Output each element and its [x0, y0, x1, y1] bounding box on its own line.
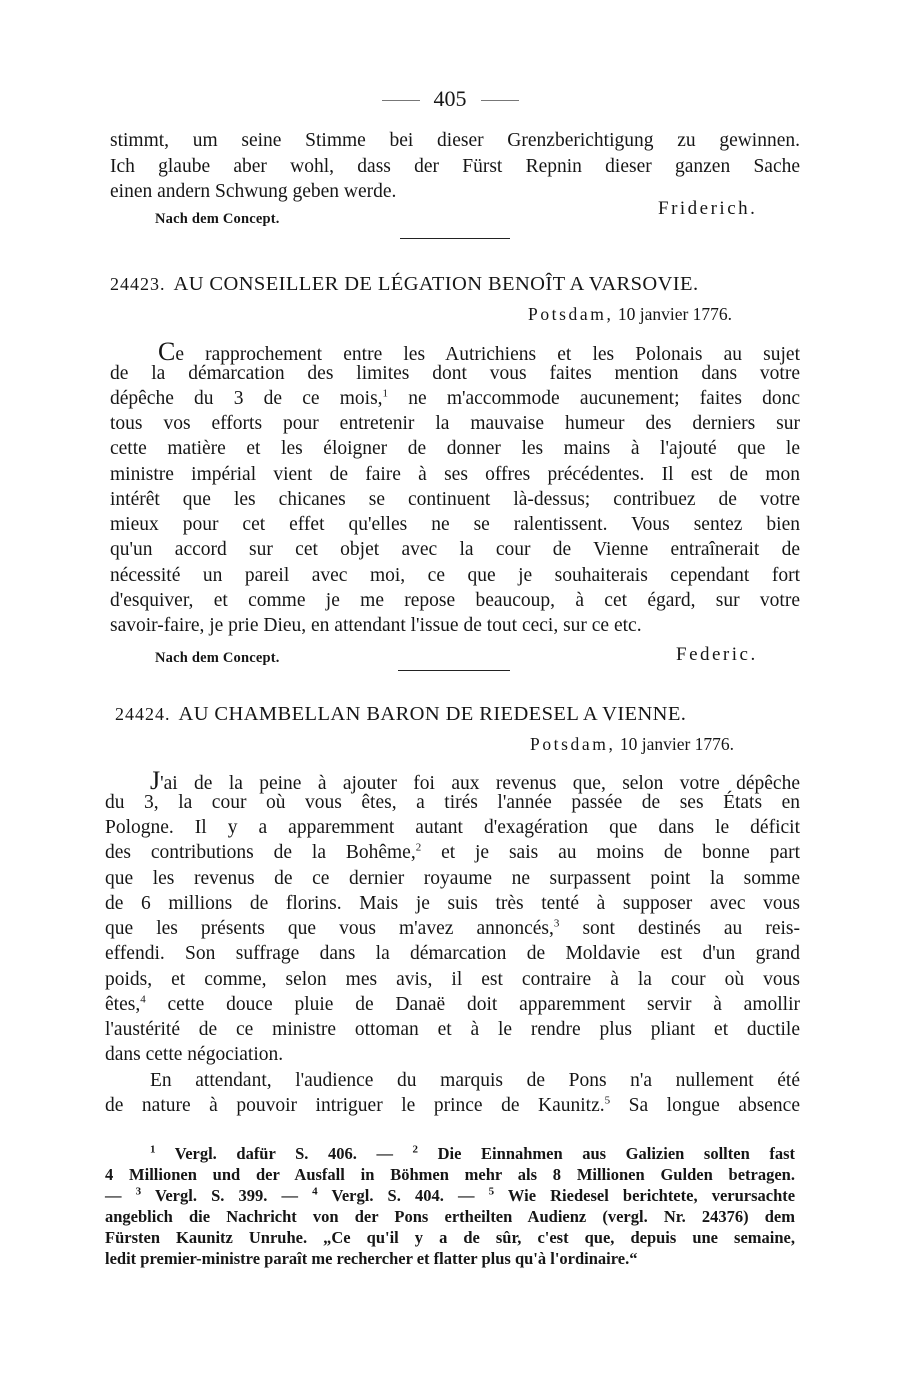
text-line: stimmt, um seine Stimme bei dieser Grenzberichtigung zu gewinnen.	[110, 130, 800, 151]
text-line: mieux pour cet effet qu'elles ne se ralentissent. Vous sentez bien	[110, 514, 800, 535]
footnote-mark: 1	[150, 1143, 156, 1156]
footnote-line: ledit premier-ministre paraît me rechercher et flatter plus qu'à l'ordinaire.“	[105, 1249, 638, 1268]
letter-heading	[110, 273, 698, 296]
footnote-mark: 5	[488, 1185, 495, 1198]
footnote-line: — $^3$ Vergl. S. 399. — $^4$ Vergl. S. 404. — $^5$ Wie Riedesel berichtete, verursachte	[105, 1185, 796, 1205]
text-line: effendi. Son suffrage dans la démarcation de Moldavie est d'un grand	[105, 943, 800, 964]
signature: Friderich.	[658, 198, 758, 219]
letter-number: 24424.	[115, 704, 171, 724]
text-line: de la démarcation des limites dont vous faites mention dans votre	[110, 363, 800, 384]
letter-title: AU CONSEILLER DE LÉGATION BENOÎT A VARSOVIE.	[173, 273, 699, 295]
initial-letter: J	[150, 766, 161, 795]
text-line: êtes,$^4$ cette douce pluie de Danaë doit apparemment servir à amollir	[105, 993, 800, 1015]
source-note: Nach dem Concept.	[155, 650, 280, 666]
footnote-mark: 3	[553, 917, 560, 930]
letter-title: AU CHAMBELLAN BARON DE RIEDESEL A VIENNE.	[178, 703, 687, 725]
footnote-line: 4 Millionen und der Ausfall in Böhmen mehr als 8 Millionen Gulden betragen.	[105, 1165, 795, 1184]
text-line: poids, et comme, selon mes avis, il est contraire à la cour où vous	[105, 969, 800, 990]
page-number	[0, 86, 900, 112]
text-line: Ich glaube aber wohl, dass der Fürst Repnin dieser ganzen Sache	[110, 156, 800, 177]
letter-heading	[115, 703, 686, 726]
text-line: einen andern Schwung geben werde.	[110, 181, 397, 202]
footnote-line: Fürsten Kaunitz Unruhe. „Ce qu'il y a de sûr, c'est que, depuis une semaine,	[105, 1228, 795, 1247]
section-divider	[400, 238, 510, 239]
footnote-mark: 3	[135, 1185, 142, 1198]
footnote-line: angeblich die Nachricht von der Pons ertheilten Audienz (vergl. Nr. 24376) dem	[105, 1207, 795, 1226]
text-line: savoir-faire, je prie Dieu, en attendant l'issue de tout ceci, sur ce etc.	[110, 615, 642, 636]
text-line: ministre impérial vient de faire à ses offres précédentes. Il est de mon	[110, 464, 800, 485]
footnote-mark: 5	[604, 1094, 611, 1107]
source-note: Nach dem Concept.	[155, 211, 280, 227]
text-line: qu'un accord sur cet objet avec la cour de Vienne entraînerait de	[110, 539, 800, 560]
text-line: tous vos efforts pour entretenir la mauvaise humeur des derniers sur	[110, 413, 800, 434]
page-number-left-dash	[382, 100, 420, 101]
dateline-place: Potsdam,	[528, 304, 614, 324]
footnote-mark: 4	[140, 993, 146, 1006]
page-number-text: 405	[433, 86, 467, 111]
dateline-place: Potsdam,	[530, 734, 616, 754]
text-line: cette matière et les éloigner de donner les mains à l'ajouté que le	[110, 438, 800, 459]
dateline-date: 10 janvier 1776.	[619, 734, 735, 754]
text-line: que les revenus de ce dernier royaume ne surpassent point la somme	[105, 868, 800, 889]
text-line: dans cette négociation.	[105, 1044, 284, 1065]
text-line: du 3, la cour où vous êtes, a tirés l'année passée de ses États en	[105, 792, 800, 813]
text-line: Ce rapprochement entre les Autrichiens et les Polonais au sujet	[158, 337, 800, 366]
text-line: de nature à pouvoir intriguer le prince de Kaunitz.$^5$ Sa longue absence	[105, 1094, 800, 1116]
text-line: l'austérité de ce ministre ottoman et à le rendre plus pliant et ductile	[105, 1019, 800, 1040]
footnote-line: $^1$ Vergl. dafür S. 406. — $^2$ Die Einnahmen aus Galizien sollten fast	[150, 1143, 796, 1163]
signature: Federic.	[676, 644, 758, 665]
footnote-mark: 1	[382, 387, 389, 400]
text-line: J'ai de la peine à ajouter foi aux revenus que, selon votre dépêche	[150, 766, 800, 795]
page-number-right-dash	[481, 100, 519, 101]
footnote-mark: 2	[415, 841, 422, 854]
dateline-date: 10 janvier 1776.	[617, 304, 733, 324]
text-line: intérêt que les chicanes se continuent là-dessus; contribuez de votre	[110, 489, 800, 510]
text-line: nécessité un pareil avec moi, ce que je souhaiterais cependant fort	[110, 565, 800, 586]
dateline	[530, 734, 734, 755]
text-line: d'esquiver, et comme je me repose beaucoup, à cet égard, sur votre	[110, 590, 800, 611]
text-line: Pologne. Il y a apparemment autant d'exagération que dans le déficit	[105, 817, 800, 838]
footnote-mark: 2	[412, 1143, 419, 1156]
dateline	[528, 304, 732, 325]
text-line: des contributions de la Bohême,$^2$ et je sais au moins de bonne part	[105, 841, 800, 863]
text-line: que les présents que vous m'avez annoncés,$^3$ sont destinés au reis-	[105, 917, 800, 939]
footnote-mark: 4	[312, 1185, 318, 1198]
text-line: de 6 millions de florins. Mais je suis très tenté à supposer avec vous	[105, 893, 800, 914]
text-line: En attendant, l'audience du marquis de Pons n'a nullement été	[150, 1070, 800, 1091]
text-line: dépêche du 3 de ce mois,$^1$ ne m'accommode aucunement; faites donc	[110, 387, 801, 409]
section-divider	[398, 670, 510, 671]
initial-letter: C	[158, 337, 176, 366]
letter-number: 24423.	[110, 274, 166, 294]
